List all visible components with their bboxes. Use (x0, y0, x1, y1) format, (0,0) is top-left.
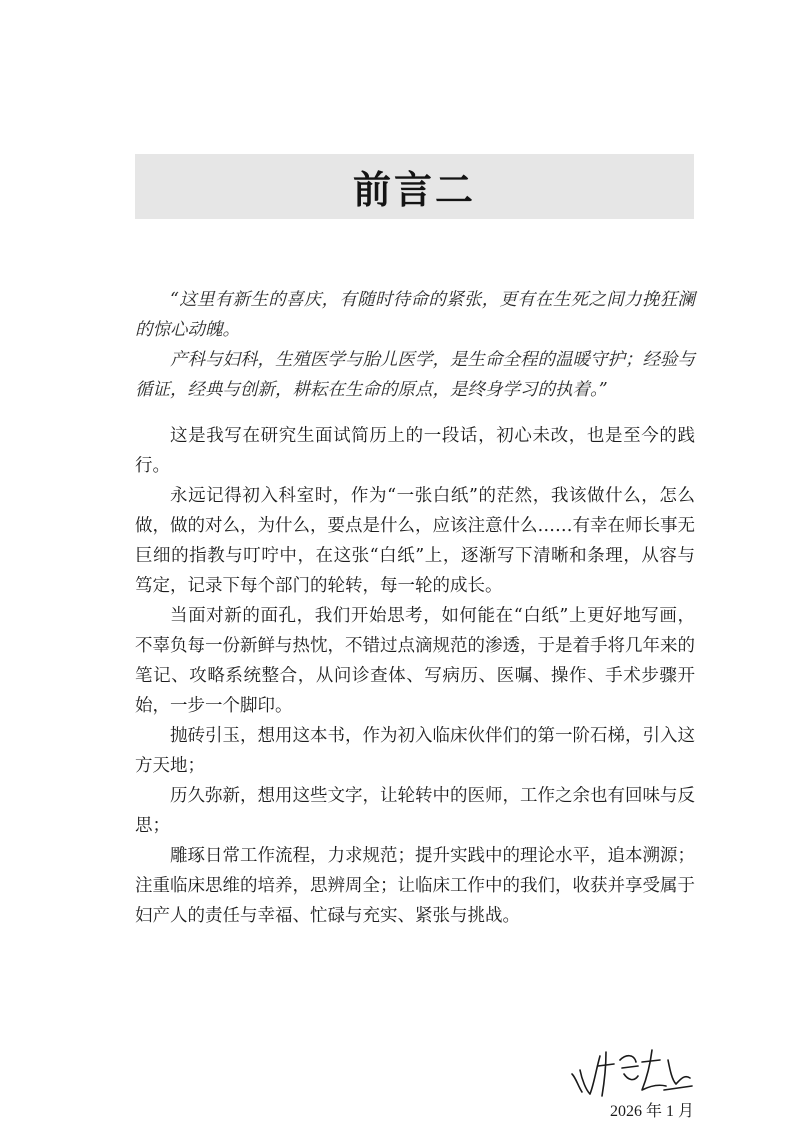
preface-body (135, 285, 695, 931)
title-band (135, 154, 694, 219)
handwritten-signature (568, 1040, 694, 1102)
body-paragraph-5: 历久弥新，想用这些文字，让轮转中的医师，工作之余也有回味与反思； (135, 786, 695, 836)
body-paragraph-1: 这是我写在研究生面试简历上的一段话，初心未改，也是至今的践行。 (135, 426, 695, 476)
page-title: 前言二 (352, 168, 476, 212)
body-paragraph-3: 当面对新的面孔，我们开始思考，如何能在“白纸”上更好地写画，不辜负每一份新鲜与热忱，不错过点滴规范的渗透，于是着手将几年来的笔记、攻略系统整合，从问诊查体、写病历、医嘱、操作、手术步骤开始，一步一个脚印。 (135, 606, 695, 716)
body-paragraph-2: 永远记得初入科室时，作为“一张白纸”的茫然，我该做什么，怎么做，做的对么，为什么，要点是什么，应该注意什么……有幸在师长事无巨细的指教与叮咛中，在这张“白纸”上，逐渐写下清晰和条理，从容与笃定，记录下每个部门的轮转，每一轮的成长。 (135, 486, 695, 596)
quote-paragraph-1: “这里有新生的喜庆，有随时待命的紧张，更有在生死之间力挽狂澜的惊心动魄。 (135, 290, 695, 340)
body-paragraph-4: 抛砖引玉，想用这本书，作为初入临床伙伴们的第一阶石梯，引入这方天地； (135, 726, 695, 776)
body-paragraph-6: 雕琢日常工作流程，力求规范；提升实践中的理论水平，追本溯源；注重临床思维的培养，思辨周全；让临床工作中的我们，收获并享受属于妇产人的责任与幸福、忙碌与充实、紧张与挑战。 (135, 846, 695, 926)
quote-paragraph-2: 产科与妇科，生殖医学与胎儿医学，是生命全程的温暖守护；经验与循证，经典与创新，耕耘在生命的原点，是终身学习的执着。” (135, 350, 695, 400)
date-line: 2026 年 1 月 (609, 1103, 694, 1120)
signature-icon (568, 1040, 694, 1102)
